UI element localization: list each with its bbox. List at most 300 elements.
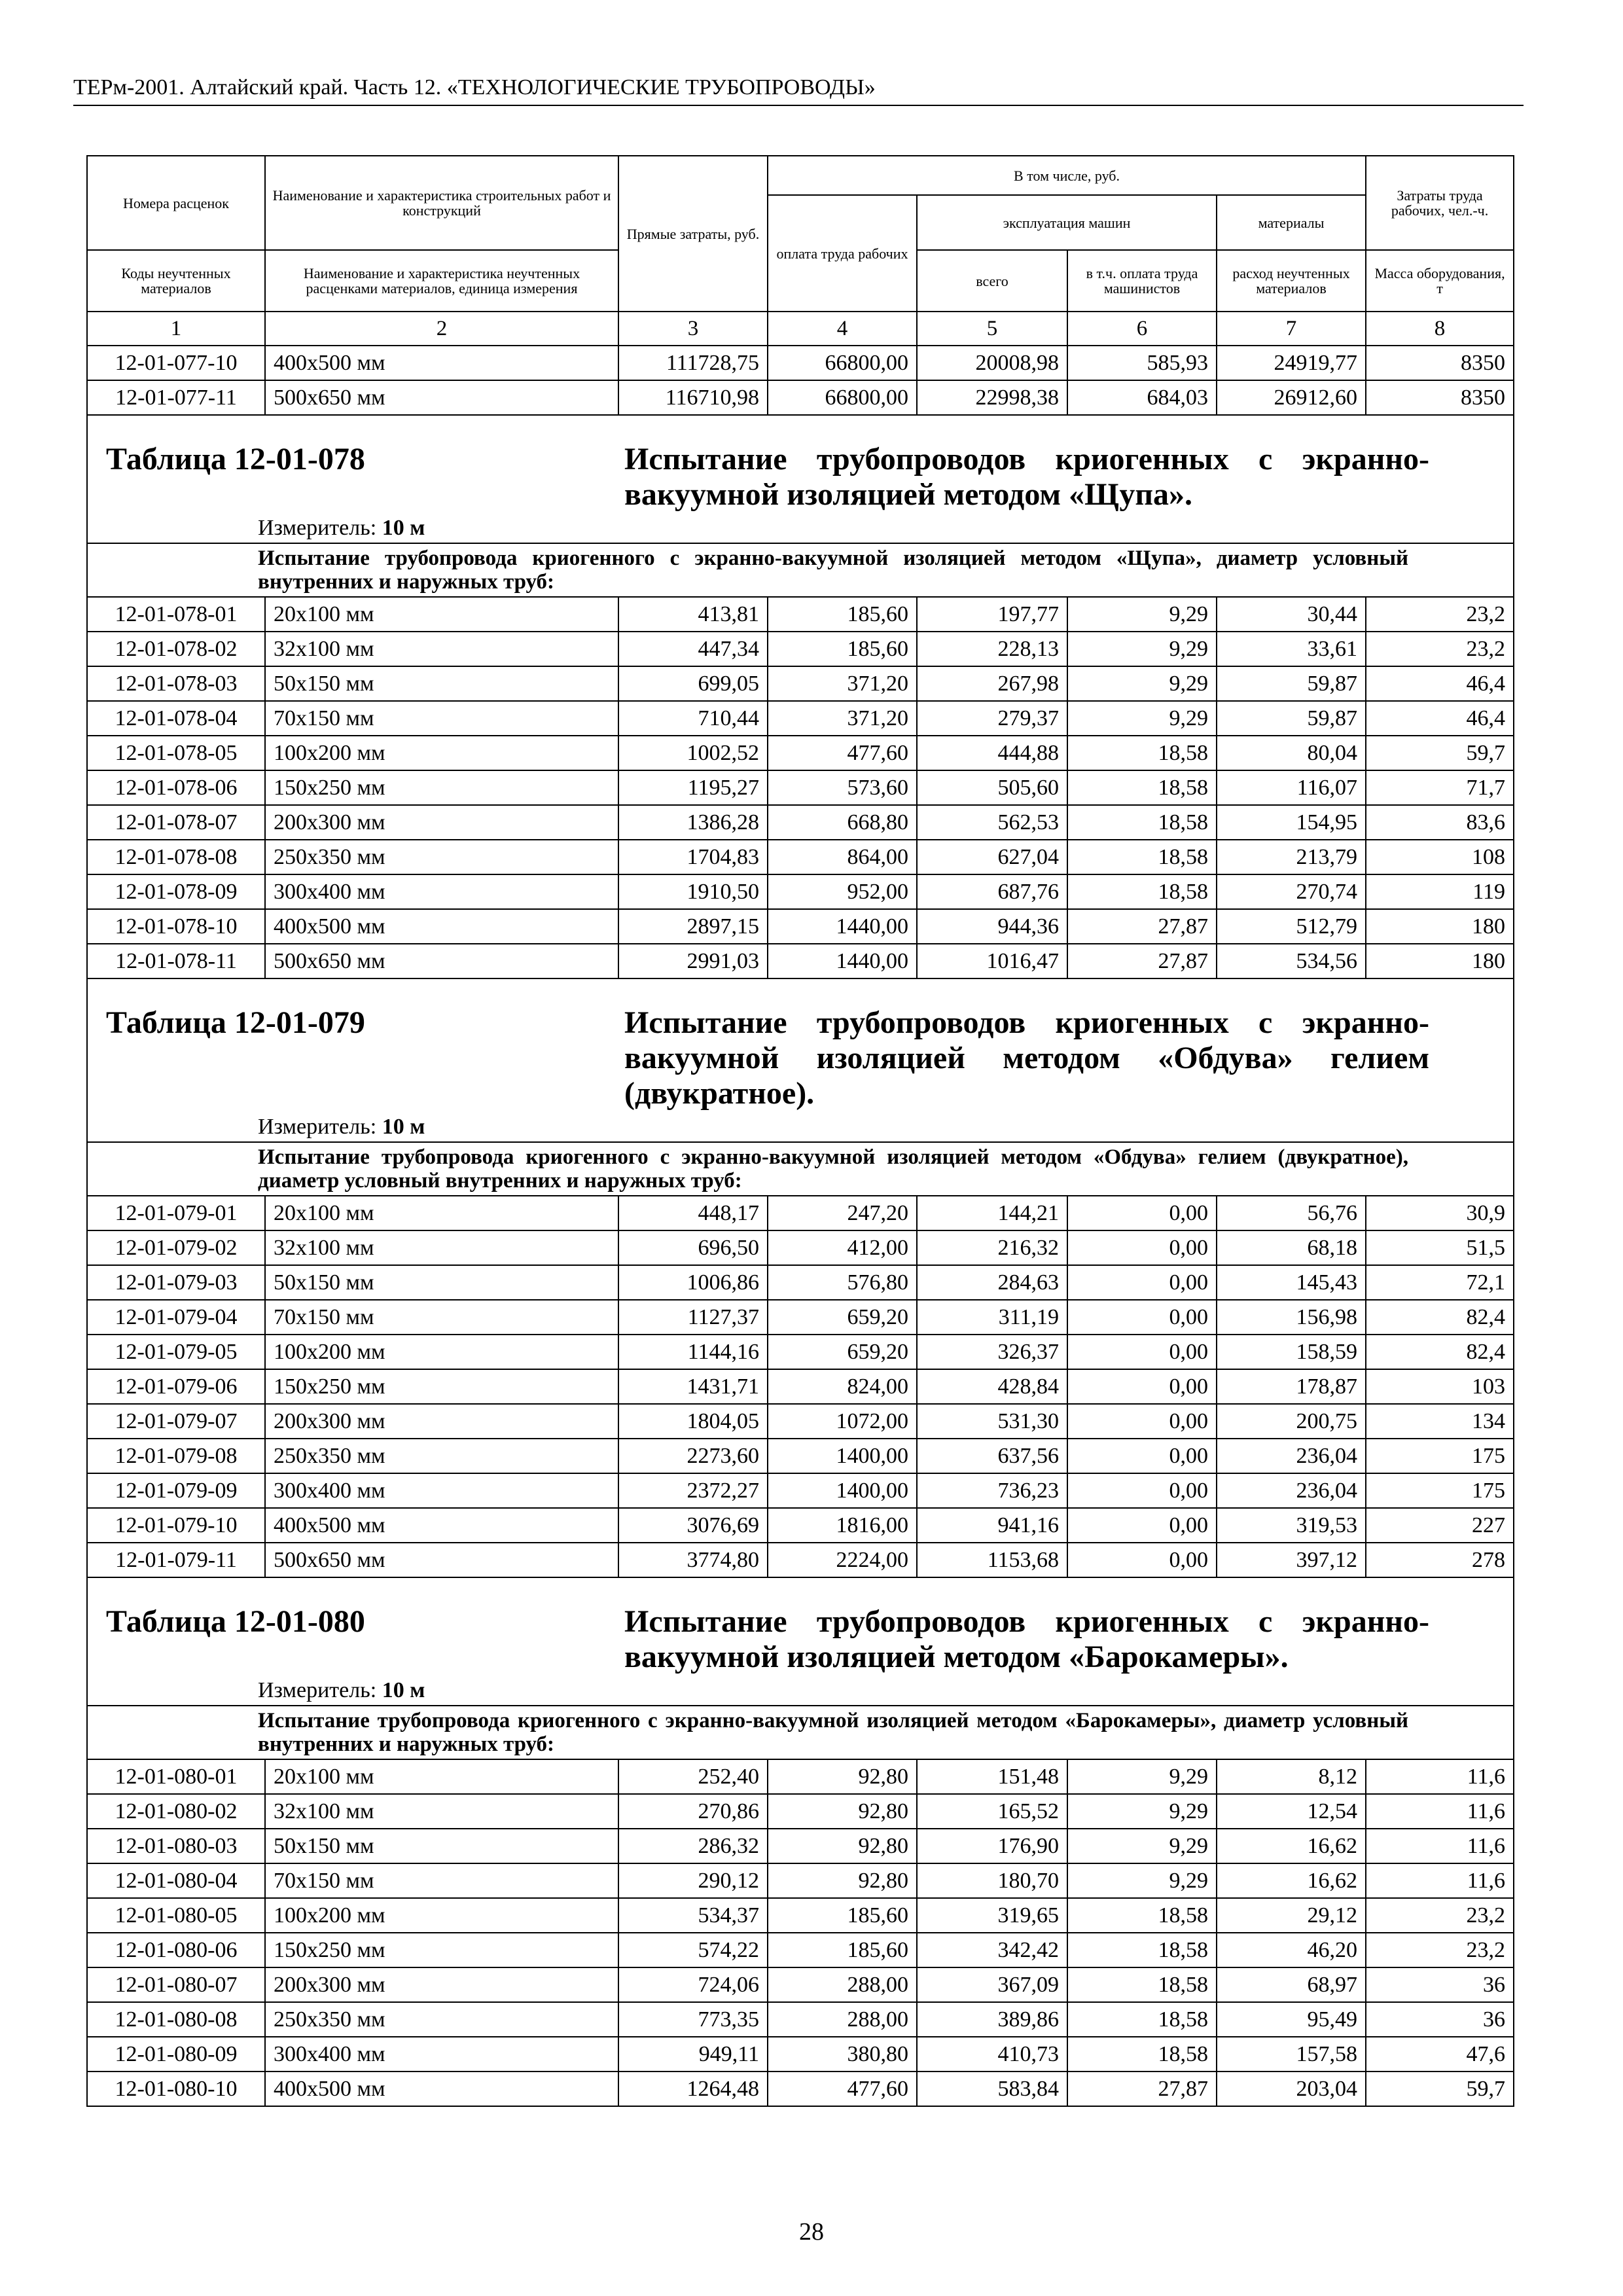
cell-value: 534,56 <box>1217 944 1366 978</box>
table-row <box>87 1439 1514 1473</box>
cell-value: 92,80 <box>768 1794 917 1829</box>
cell-value: 176,90 <box>917 1829 1067 1863</box>
col-num: 6 <box>1067 312 1217 346</box>
cell-value: 773,35 <box>618 2002 768 2037</box>
meter-label: Измеритель: <box>258 1115 377 1139</box>
rate-name: 50х150 мм <box>265 1829 618 1863</box>
cell-value: 213,79 <box>1217 840 1366 874</box>
cell-value: 8350 <box>1366 346 1514 380</box>
rate-name: 20х100 мм <box>265 597 618 632</box>
rate-code: 12-01-080-01 <box>87 1759 265 1794</box>
cell-value: 8350 <box>1366 380 1514 415</box>
cell-value: 134 <box>1366 1404 1514 1439</box>
cell-value: 326,37 <box>917 1335 1067 1369</box>
cell-value: 380,80 <box>768 2037 917 2072</box>
cell-value: 1400,00 <box>768 1439 917 1473</box>
rate-name: 300х400 мм <box>265 874 618 909</box>
cell-value: 11,6 <box>1366 1759 1514 1794</box>
cell-value: 3774,80 <box>618 1543 768 1577</box>
cell-value: 92,80 <box>768 1863 917 1898</box>
rate-code: 12-01-079-07 <box>87 1404 265 1439</box>
cell-value: 288,00 <box>768 1967 917 2002</box>
cell-value: 180 <box>1366 944 1514 978</box>
rate-name: 500х650 мм <box>265 944 618 978</box>
rate-name: 400х500 мм <box>265 1508 618 1543</box>
cell-value: 236,04 <box>1217 1439 1366 1473</box>
header-v-tom-chisle: В том числе, руб. <box>768 156 1366 195</box>
cell-value: 668,80 <box>768 805 917 840</box>
rate-code: 12-01-078-06 <box>87 770 265 805</box>
cell-value: 9,29 <box>1067 1794 1217 1829</box>
cell-value: 11,6 <box>1366 1794 1514 1829</box>
cell-value: 397,12 <box>1217 1543 1366 1577</box>
cell-value: 18,58 <box>1067 1967 1217 2002</box>
cell-value: 18,58 <box>1067 840 1217 874</box>
rates-table-body <box>87 156 1514 2106</box>
page-number: 28 <box>799 2218 824 2246</box>
cell-value: 1127,37 <box>618 1300 768 1335</box>
cell-value: 180,70 <box>917 1863 1067 1898</box>
cell-value: 477,60 <box>768 736 917 770</box>
rate-name: 70х150 мм <box>265 1300 618 1335</box>
cell-value: 505,60 <box>917 770 1067 805</box>
header-v-t-ch: в т.ч. оплата труда машинистов <box>1067 250 1217 312</box>
header-vsego: всего <box>917 250 1067 312</box>
cell-value: 573,60 <box>768 770 917 805</box>
rate-name: 20х100 мм <box>265 1196 618 1230</box>
section-title-cell <box>87 415 1514 512</box>
meter-cell <box>87 1675 1514 1706</box>
cell-value: 288,00 <box>768 2002 917 2037</box>
rate-name: 250х350 мм <box>265 1439 618 1473</box>
cell-value: 286,32 <box>618 1829 768 1863</box>
table-row <box>87 1473 1514 1508</box>
header-oplata-rabochih: оплата труда рабочих <box>768 195 917 312</box>
cell-value: 9,29 <box>1067 666 1217 701</box>
table-row <box>87 1829 1514 1863</box>
cell-value: 2372,27 <box>618 1473 768 1508</box>
cell-value: 71,7 <box>1366 770 1514 805</box>
cell-value: 180 <box>1366 909 1514 944</box>
cell-value: 154,95 <box>1217 805 1366 840</box>
cell-value: 0,00 <box>1067 1265 1217 1300</box>
table-label: Таблица 12-01-080 <box>106 1604 365 1639</box>
cell-value: 1002,52 <box>618 736 768 770</box>
header-massa: Масса оборудования, т <box>1366 250 1514 312</box>
cell-value: 1153,68 <box>917 1543 1067 1577</box>
rate-name: 150х250 мм <box>265 1933 618 1967</box>
cell-value: 0,00 <box>1067 1300 1217 1335</box>
table-row <box>87 1508 1514 1543</box>
cell-value: 531,30 <box>917 1404 1067 1439</box>
rate-code: 12-01-079-08 <box>87 1439 265 1473</box>
rate-code: 12-01-077-10 <box>87 346 265 380</box>
cell-value: 319,65 <box>917 1898 1067 1933</box>
cell-value: 103 <box>1366 1369 1514 1404</box>
cell-value: 1440,00 <box>768 909 917 944</box>
cell-value: 18,58 <box>1067 770 1217 805</box>
cell-value: 56,76 <box>1217 1196 1366 1230</box>
cell-value: 428,84 <box>917 1369 1067 1404</box>
cell-value: 82,4 <box>1366 1300 1514 1335</box>
rate-code: 12-01-080-03 <box>87 1829 265 1863</box>
cell-value: 236,04 <box>1217 1473 1366 1508</box>
meter-row <box>87 512 1514 543</box>
table-row <box>87 1967 1514 2002</box>
cell-value: 157,58 <box>1217 2037 1366 2072</box>
table-label: Таблица 12-01-078 <box>106 442 365 476</box>
cell-value: 216,32 <box>917 1230 1067 1265</box>
rate-name: 70х150 мм <box>265 701 618 736</box>
rate-code: 12-01-079-02 <box>87 1230 265 1265</box>
meter-value: 10 м <box>382 516 425 540</box>
col-num: 2 <box>265 312 618 346</box>
col-num: 5 <box>917 312 1067 346</box>
cell-value: 175 <box>1366 1439 1514 1473</box>
rate-name: 100х200 мм <box>265 1898 618 1933</box>
cell-value: 185,60 <box>768 1933 917 1967</box>
cell-value: 2273,60 <box>618 1439 768 1473</box>
table-row <box>87 666 1514 701</box>
cell-value: 16,62 <box>1217 1863 1366 1898</box>
cell-value: 1072,00 <box>768 1404 917 1439</box>
cell-value: 92,80 <box>768 1759 917 1794</box>
cell-value: 9,29 <box>1067 597 1217 632</box>
table-label: Таблица 12-01-079 <box>106 1005 365 1040</box>
rate-code: 12-01-078-04 <box>87 701 265 736</box>
table-row <box>87 805 1514 840</box>
cell-value: 1386,28 <box>618 805 768 840</box>
table-title: Испытание трубопроводов криогенных с экранно-вакуумной изоляцией методом «Щупа». <box>624 442 1430 512</box>
header-kody: Коды неучтенных материалов <box>87 250 265 312</box>
cell-value: 72,1 <box>1366 1265 1514 1300</box>
cell-value: 944,36 <box>917 909 1067 944</box>
section-title-cell <box>87 1577 1514 1675</box>
group-title-cell <box>87 1142 1514 1196</box>
cell-value: 9,29 <box>1067 1829 1217 1863</box>
cell-value: 29,12 <box>1217 1898 1366 1933</box>
cell-value: 267,98 <box>917 666 1067 701</box>
cell-value: 0,00 <box>1067 1196 1217 1230</box>
rate-code: 12-01-079-03 <box>87 1265 265 1300</box>
cell-value: 3076,69 <box>618 1508 768 1543</box>
rate-code: 12-01-079-05 <box>87 1335 265 1369</box>
cell-value: 1195,27 <box>618 770 768 805</box>
cell-value: 80,04 <box>1217 736 1366 770</box>
header-naimenovanie-neuchtennyh: Наименование и характеристика неучтенных расценками материалов, единица измерения <box>265 250 618 312</box>
rate-code: 12-01-080-06 <box>87 1933 265 1967</box>
section-heading <box>88 1578 1513 1675</box>
cell-value: 23,2 <box>1366 632 1514 666</box>
rate-code: 12-01-077-11 <box>87 380 265 415</box>
cell-value: 687,76 <box>917 874 1067 909</box>
cell-value: 59,87 <box>1217 666 1366 701</box>
rate-code: 12-01-079-11 <box>87 1543 265 1577</box>
cell-value: 18,58 <box>1067 805 1217 840</box>
table-row <box>87 944 1514 978</box>
col-num: 8 <box>1366 312 1514 346</box>
section-heading <box>88 979 1513 1111</box>
cell-value: 0,00 <box>1067 1439 1217 1473</box>
header-row-1 <box>87 156 1514 195</box>
rate-code: 12-01-079-06 <box>87 1369 265 1404</box>
cell-value: 151,48 <box>917 1759 1067 1794</box>
rate-name: 400х500 мм <box>265 2072 618 2106</box>
cell-value: 247,20 <box>768 1196 917 1230</box>
cell-value: 574,22 <box>618 1933 768 1967</box>
cell-value: 290,12 <box>618 1863 768 1898</box>
cell-value: 68,18 <box>1217 1230 1366 1265</box>
cell-value: 9,29 <box>1067 1863 1217 1898</box>
cell-value: 197,77 <box>917 597 1067 632</box>
cell-value: 371,20 <box>768 666 917 701</box>
column-number-row <box>87 312 1514 346</box>
table-row <box>87 1863 1514 1898</box>
rate-name: 400х500 мм <box>265 346 618 380</box>
rate-code: 12-01-078-03 <box>87 666 265 701</box>
rate-name: 400х500 мм <box>265 909 618 944</box>
rate-name: 100х200 мм <box>265 736 618 770</box>
cell-value: 1704,83 <box>618 840 768 874</box>
cell-value: 1804,05 <box>618 1404 768 1439</box>
cell-value: 144,21 <box>917 1196 1067 1230</box>
header-zatraty-truda: Затраты труда рабочих, чел.-ч. <box>1366 156 1514 250</box>
meter-label: Измеритель: <box>258 1678 377 1702</box>
cell-value: 227 <box>1366 1508 1514 1543</box>
rate-code: 12-01-080-02 <box>87 1794 265 1829</box>
cell-value: 200,75 <box>1217 1404 1366 1439</box>
group-title: Испытание трубопровода криогенного с экранно-вакуумной изоляцией методом «Щупа», диаметр условный внутренних и наружных труб: <box>258 547 1409 594</box>
cell-value: 562,53 <box>917 805 1067 840</box>
cell-value: 46,4 <box>1366 666 1514 701</box>
rate-name: 200х300 мм <box>265 1967 618 2002</box>
cell-value: 175 <box>1366 1473 1514 1508</box>
rate-code: 12-01-078-01 <box>87 597 265 632</box>
rate-code: 12-01-079-04 <box>87 1300 265 1335</box>
table-row <box>87 380 1514 415</box>
cell-value: 659,20 <box>768 1335 917 1369</box>
cell-value: 1144,16 <box>618 1335 768 1369</box>
cell-value: 949,11 <box>618 2037 768 2072</box>
cell-value: 371,20 <box>768 701 917 736</box>
rate-code: 12-01-078-02 <box>87 632 265 666</box>
rate-name: 32х100 мм <box>265 632 618 666</box>
cell-value: 27,87 <box>1067 909 1217 944</box>
cell-value: 18,58 <box>1067 1898 1217 1933</box>
cell-value: 156,98 <box>1217 1300 1366 1335</box>
cell-value: 24919,77 <box>1217 346 1366 380</box>
cell-value: 627,04 <box>917 840 1067 874</box>
cell-value: 864,00 <box>768 840 917 874</box>
table-row <box>87 770 1514 805</box>
cell-value: 1440,00 <box>768 944 917 978</box>
table-row <box>87 2037 1514 2072</box>
cell-value: 941,16 <box>917 1508 1067 1543</box>
group-title-cell <box>87 1706 1514 1759</box>
cell-value: 0,00 <box>1067 1230 1217 1265</box>
rate-name: 150х250 мм <box>265 1369 618 1404</box>
cell-value: 952,00 <box>768 874 917 909</box>
table-row <box>87 1404 1514 1439</box>
cell-value: 659,20 <box>768 1300 917 1335</box>
group-title-cell <box>87 543 1514 597</box>
cell-value: 1400,00 <box>768 1473 917 1508</box>
rate-code: 12-01-080-05 <box>87 1898 265 1933</box>
cell-value: 116,07 <box>1217 770 1366 805</box>
table-row <box>87 909 1514 944</box>
group-title-row <box>87 1706 1514 1759</box>
table-row <box>87 632 1514 666</box>
cell-value: 47,6 <box>1366 2037 1514 2072</box>
cell-value: 46,20 <box>1217 1933 1366 1967</box>
meter-value: 10 м <box>382 1115 425 1139</box>
group-title-row <box>87 543 1514 597</box>
cell-value: 185,60 <box>768 597 917 632</box>
cell-value: 1264,48 <box>618 2072 768 2106</box>
cell-value: 699,05 <box>618 666 768 701</box>
rate-code: 12-01-078-08 <box>87 840 265 874</box>
col-num: 7 <box>1217 312 1366 346</box>
cell-value: 477,60 <box>768 2072 917 2106</box>
cell-value: 59,7 <box>1366 736 1514 770</box>
cell-value: 30,9 <box>1366 1196 1514 1230</box>
header-naimenovanie: Наименование и характеристика строительных работ и конструкций <box>265 156 618 250</box>
table-row <box>87 701 1514 736</box>
table-row <box>87 2072 1514 2106</box>
cell-value: 158,59 <box>1217 1335 1366 1369</box>
rate-name: 200х300 мм <box>265 1404 618 1439</box>
cell-value: 0,00 <box>1067 1335 1217 1369</box>
cell-value: 534,37 <box>618 1898 768 1933</box>
cell-value: 0,00 <box>1067 1473 1217 1508</box>
table-title: Испытание трубопроводов криогенных с экранно-вакуумной изоляцией методом «Барокамеры». <box>624 1604 1430 1674</box>
cell-value: 92,80 <box>768 1829 917 1863</box>
cell-value: 12,54 <box>1217 1794 1366 1829</box>
cell-value: 108 <box>1366 840 1514 874</box>
section-heading <box>88 416 1513 512</box>
cell-value: 576,80 <box>768 1265 917 1300</box>
rate-code: 12-01-078-11 <box>87 944 265 978</box>
rate-code: 12-01-079-09 <box>87 1473 265 1508</box>
cell-value: 27,87 <box>1067 944 1217 978</box>
header-pryamye: Прямые затраты, руб. <box>618 156 768 312</box>
cell-value: 389,86 <box>917 2002 1067 2037</box>
rate-name: 100х200 мм <box>265 1335 618 1369</box>
cell-value: 0,00 <box>1067 1404 1217 1439</box>
cell-value: 9,29 <box>1067 701 1217 736</box>
cell-value: 412,00 <box>768 1230 917 1265</box>
cell-value: 252,40 <box>618 1759 768 1794</box>
rate-name: 250х350 мм <box>265 2002 618 2037</box>
cell-value: 59,7 <box>1366 2072 1514 2106</box>
col-num: 4 <box>768 312 917 346</box>
cell-value: 18,58 <box>1067 736 1217 770</box>
section-title-cell <box>87 978 1514 1111</box>
table-row <box>87 1230 1514 1265</box>
rate-code: 12-01-080-04 <box>87 1863 265 1898</box>
cell-value: 46,4 <box>1366 701 1514 736</box>
rate-code: 12-01-080-09 <box>87 2037 265 2072</box>
cell-value: 696,50 <box>618 1230 768 1265</box>
cell-value: 637,56 <box>917 1439 1067 1473</box>
meter-row <box>87 1111 1514 1142</box>
cell-value: 119 <box>1366 874 1514 909</box>
rate-name: 32х100 мм <box>265 1794 618 1829</box>
cell-value: 0,00 <box>1067 1508 1217 1543</box>
cell-value: 165,52 <box>917 1794 1067 1829</box>
cell-value: 11,6 <box>1366 1829 1514 1863</box>
rate-code: 12-01-079-10 <box>87 1508 265 1543</box>
header-materialy: материалы <box>1217 195 1366 250</box>
cell-value: 23,2 <box>1366 597 1514 632</box>
cell-value: 413,81 <box>618 597 768 632</box>
cell-value: 278 <box>1366 1543 1514 1577</box>
meter-value: 10 м <box>382 1678 425 1702</box>
cell-value: 367,09 <box>917 1967 1067 2002</box>
table-row <box>87 1543 1514 1577</box>
rate-name: 32х100 мм <box>265 1230 618 1265</box>
cell-value: 2224,00 <box>768 1543 917 1577</box>
cell-value: 111728,75 <box>618 346 768 380</box>
rate-name: 300х400 мм <box>265 1473 618 1508</box>
cell-value: 0,00 <box>1067 1369 1217 1404</box>
cell-value: 23,2 <box>1366 1933 1514 1967</box>
rate-code: 12-01-078-10 <box>87 909 265 944</box>
cell-value: 228,13 <box>917 632 1067 666</box>
cell-value: 512,79 <box>1217 909 1366 944</box>
meter-cell <box>87 512 1514 543</box>
cell-value: 68,97 <box>1217 1967 1366 2002</box>
table-row <box>87 2002 1514 2037</box>
meter <box>258 1675 1513 1705</box>
table-row <box>87 1335 1514 1369</box>
cell-value: 736,23 <box>917 1473 1067 1508</box>
table-title: Испытание трубопроводов криогенных с экранно-вакуумной изоляцией методом «Обдува» гелием (двукратное). <box>624 1005 1430 1111</box>
col-num: 3 <box>618 312 768 346</box>
cell-value: 585,93 <box>1067 346 1217 380</box>
table-row <box>87 1265 1514 1300</box>
cell-value: 36 <box>1366 2002 1514 2037</box>
header-rashod: расход неучтенных материалов <box>1217 250 1366 312</box>
table-row <box>87 1196 1514 1230</box>
rate-code: 12-01-080-10 <box>87 2072 265 2106</box>
group-title: Испытание трубопровода криогенного с экранно-вакуумной изоляцией методом «Обдува» гелием (двукратное), диаметр условный внутренних и наружных труб: <box>258 1145 1409 1193</box>
cell-value: 9,29 <box>1067 632 1217 666</box>
cell-value: 270,86 <box>618 1794 768 1829</box>
cell-value: 447,34 <box>618 632 768 666</box>
cell-value: 710,44 <box>618 701 768 736</box>
rate-name: 200х300 мм <box>265 805 618 840</box>
cell-value: 1016,47 <box>917 944 1067 978</box>
cell-value: 2991,03 <box>618 944 768 978</box>
cell-value: 145,43 <box>1217 1265 1366 1300</box>
meter <box>258 512 1513 543</box>
cell-value: 185,60 <box>768 1898 917 1933</box>
cell-value: 20008,98 <box>917 346 1067 380</box>
cell-value: 342,42 <box>917 1933 1067 1967</box>
cell-value: 18,58 <box>1067 2002 1217 2037</box>
rate-name: 500х650 мм <box>265 380 618 415</box>
cell-value: 8,12 <box>1217 1759 1366 1794</box>
header-nomera: Номера расценок <box>87 156 265 250</box>
cell-value: 448,17 <box>618 1196 768 1230</box>
cell-value: 30,44 <box>1217 597 1366 632</box>
meter <box>258 1111 1513 1141</box>
table-row <box>87 874 1514 909</box>
cell-value: 11,6 <box>1366 1863 1514 1898</box>
cell-value: 33,61 <box>1217 632 1366 666</box>
cell-value: 185,60 <box>768 632 917 666</box>
